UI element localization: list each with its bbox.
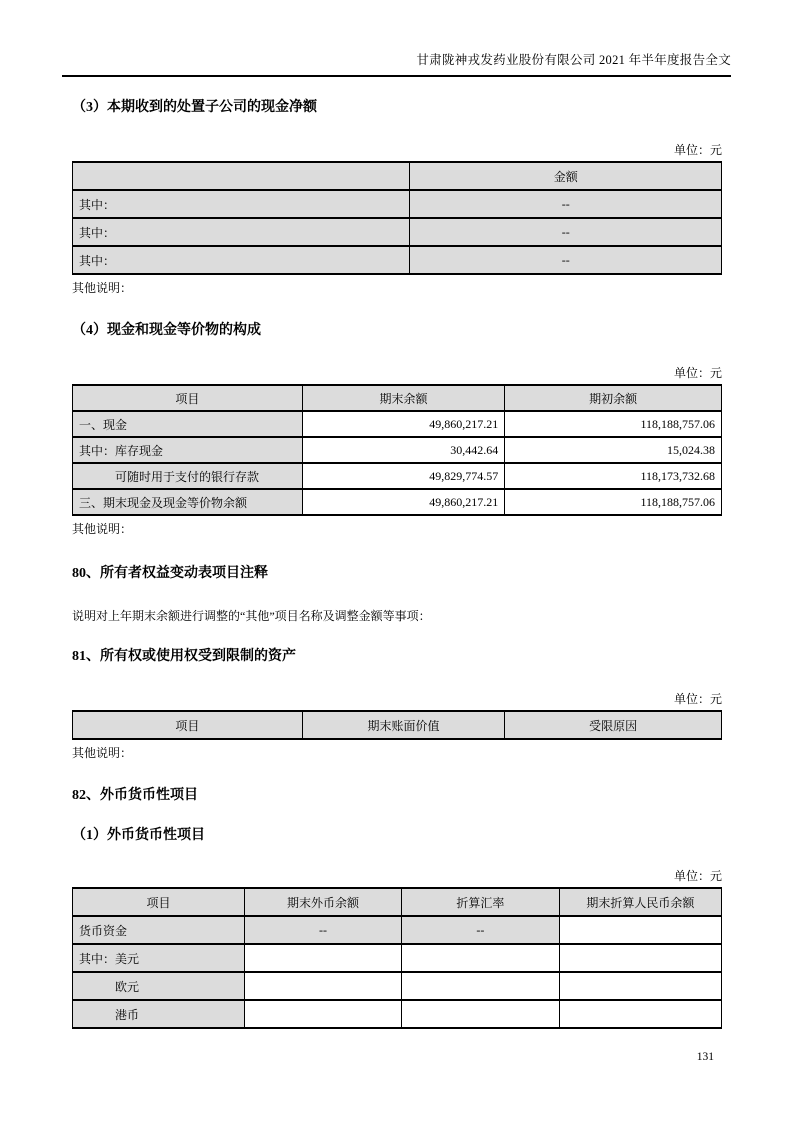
- report-title: 甘肃陇神戎发药业股份有限公司 2021 年半年度报告全文: [416, 53, 731, 67]
- rmb-balance-cell: [559, 1000, 721, 1028]
- closing-balance-cell: 49,860,217.21: [302, 489, 504, 515]
- opening-balance-cell: 118,173,732.68: [505, 463, 722, 489]
- table-row: [73, 916, 722, 944]
- page-header: [62, 50, 731, 77]
- table-header-row: [73, 162, 722, 190]
- cash-equivalents-table: [72, 384, 722, 516]
- section82-unit-label: 单位：元: [673, 869, 722, 883]
- section82-title: 82、外币货币性项目: [72, 788, 198, 803]
- exchange-rate-cell: [402, 972, 560, 1000]
- exchange-rate-cell: --: [402, 916, 560, 944]
- section3-note: 其他说明：: [72, 281, 133, 295]
- row-label: 其中：库存现金: [73, 437, 303, 463]
- table-header-row: [73, 385, 722, 411]
- section80-body: 说明对上年期末余额进行调整的“其他”项目名称及调整金额等事项：: [72, 609, 431, 623]
- rmb-balance-cell: [559, 916, 721, 944]
- section80-title: 80、所有者权益变动表项目注释: [72, 566, 268, 581]
- closing-balance-cell: 49,829,774.57: [302, 463, 504, 489]
- section4-title: （4）现金和现金等价物的构成: [72, 323, 261, 338]
- section82-subtitle: （1）外币货币性项目: [72, 828, 205, 843]
- column-header: 项目: [73, 888, 245, 916]
- page-number: 131: [696, 1051, 714, 1063]
- table-row: [73, 246, 722, 274]
- table-row: [73, 463, 722, 489]
- row-label: 其中：: [73, 246, 410, 274]
- table-row: [73, 1000, 722, 1028]
- column-header: 期末外币余额: [244, 888, 401, 916]
- section4-unit-label: 单位：元: [673, 366, 722, 380]
- column-header: 期末余额: [302, 385, 504, 411]
- table-row: [73, 944, 722, 972]
- row-label: 三、期末现金及现金等价物余额: [73, 489, 303, 515]
- opening-balance-cell: 118,188,757.06: [505, 411, 722, 437]
- row-label: 一、现金: [73, 411, 303, 437]
- section81-note: 其他说明：: [72, 746, 133, 760]
- table-row: [73, 489, 722, 515]
- row-label: 欧元: [73, 972, 245, 1000]
- row-label: 其中：: [73, 190, 410, 218]
- section3-unit-label: 单位：元: [673, 143, 722, 157]
- row-label: 其中：: [73, 218, 410, 246]
- column-header: 项目: [73, 711, 303, 739]
- disposed-subsidiary-cash-table: [72, 161, 722, 275]
- restricted-assets-table: [72, 710, 722, 740]
- row-label: 货币资金: [73, 916, 245, 944]
- row-value: --: [410, 218, 722, 246]
- foreign-balance-cell: [244, 972, 401, 1000]
- opening-balance-cell: 15,024.38: [505, 437, 722, 463]
- rmb-balance-cell: [559, 944, 721, 972]
- foreign-balance-cell: [244, 944, 401, 972]
- section81-title: 81、所有权或使用权受到限制的资产: [72, 649, 296, 664]
- table-row: [73, 190, 722, 218]
- row-label: 港币: [73, 1000, 245, 1028]
- foreign-balance-cell: [244, 1000, 401, 1028]
- section4-note: 其他说明：: [72, 522, 133, 536]
- rmb-balance-cell: [559, 972, 721, 1000]
- column-header: 期末账面价值: [302, 711, 504, 739]
- column-header: 期初余额: [505, 385, 722, 411]
- table-row: [73, 411, 722, 437]
- empty-header-cell: [73, 162, 410, 190]
- section81-unit-label: 单位：元: [673, 692, 722, 706]
- section3-title: （3）本期收到的处置子公司的现金净额: [72, 100, 317, 115]
- foreign-currency-table: [72, 887, 722, 1029]
- column-header: 受限原因: [505, 711, 722, 739]
- exchange-rate-cell: [402, 1000, 560, 1028]
- table-header-row: [73, 711, 722, 739]
- row-value: --: [410, 246, 722, 274]
- closing-balance-cell: 30,442.64: [302, 437, 504, 463]
- amount-header-cell: 金额: [410, 162, 722, 190]
- column-header: 期末折算人民币余额: [559, 888, 721, 916]
- row-label: 可随时用于支付的银行存款: [73, 463, 303, 489]
- table-row: [73, 972, 722, 1000]
- column-header: 项目: [73, 385, 303, 411]
- table-row: [73, 437, 722, 463]
- row-label: 其中：美元: [73, 944, 245, 972]
- column-header: 折算汇率: [402, 888, 560, 916]
- opening-balance-cell: 118,188,757.06: [505, 489, 722, 515]
- table-row: [73, 218, 722, 246]
- exchange-rate-cell: [402, 944, 560, 972]
- table-header-row: [73, 888, 722, 916]
- closing-balance-cell: 49,860,217.21: [302, 411, 504, 437]
- row-value: --: [410, 190, 722, 218]
- foreign-balance-cell: --: [244, 916, 401, 944]
